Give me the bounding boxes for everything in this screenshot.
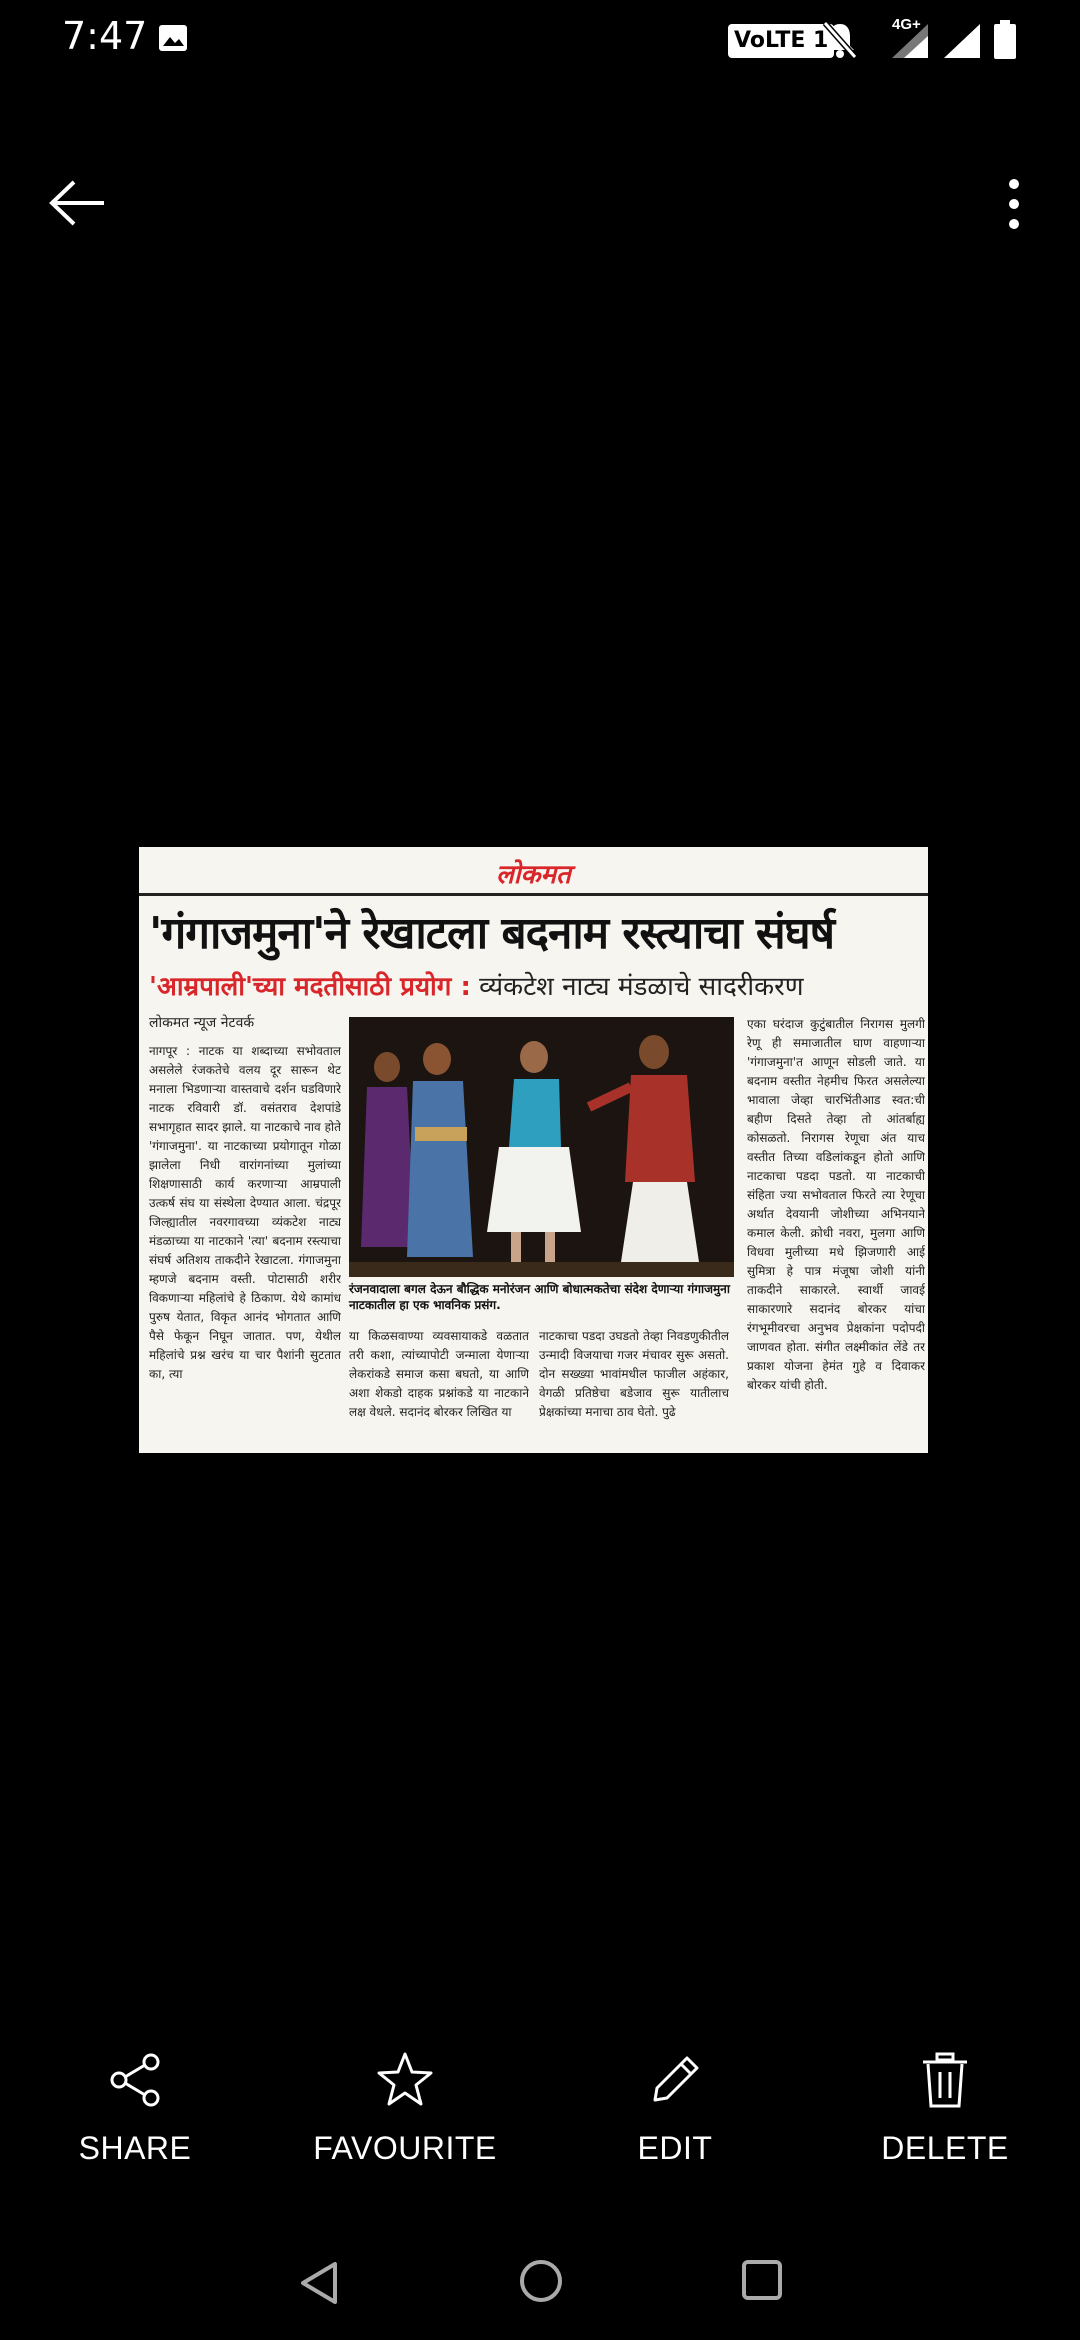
back-triangle-icon[interactable] xyxy=(295,2258,345,2308)
article-column: नागपूर : नाटक या शब्दाच्या सभोवताल असलेले रंजकतेचे वलय दूर सारून थेट मनाला भिडणाऱ्या वास्तवाचे दर्शन घडविणारे नाटक रविवारी डॉ. वसंतराव देशपांडे सभागृहात सादर झाले. या नाटकाचे नाव होते 'गंगाजमुना'. या नाटकाच्या प्रयोगातून गोळा झालेला निधी वारांगनांच्या मुलांच्या शिक्षणासाठी कार्य करणाऱ्या आम्रपाली उत्कर्ष संघ या संस्थेला देण्यात आला. चंद्रपूर जिल्ह्यातील नवरगावच्या व्यंकटेश नाट्य मंडळाच्या या नाटकाने 'त्या' बदनाम रस्त्याचा संघर्ष अतिशय ताकदीने रेखाटला. गंगाजमुना म्हणजे बदनाम वस्ती. पोटासाठी शरीर विकणाऱ्या महिलांचे हे ठिकाण. येथे कामांध पुरुष येतात, विकृत आनंद भोगतात आणि पैसे फेकून निघून जातात. पण, येथील महिलांचे प्रश्न खरंच या चार पैशांनी सुटतात का, त्या xyxy=(149,1044,341,1381)
gallery-icon xyxy=(158,24,188,52)
mute-icon xyxy=(822,20,858,60)
masthead-divider xyxy=(139,893,928,896)
back-arrow-icon[interactable] xyxy=(48,178,108,228)
photo-image[interactable] xyxy=(139,847,928,1453)
share-icon xyxy=(105,2050,165,2110)
article-column: या किळसवाण्या व्यवसायाकडे वळतात तरी कशा, त्यांच्यापोटी जन्माला येणाऱ्या लेकरांकडे समाज कसा बघतो, या आणि अशा शेकडो दाहक प्रश्नांकडे या नाटकाने लक्ष वेधले. सदानंद बोरकर लिखित या xyxy=(349,1329,529,1419)
status-time: 7:47 xyxy=(62,14,148,58)
signal-icon xyxy=(890,22,930,60)
battery-icon xyxy=(993,20,1017,60)
status-bar xyxy=(0,0,1080,80)
more-options-icon[interactable] xyxy=(1000,176,1028,232)
edit-label: EDIT xyxy=(637,2130,713,2166)
article-column: एका घरंदाज कुटुंबातील निरागस मुलगी रेणू ही समाजातील घाण वाहणाऱ्या 'गंगाजमुना'त आणून सोडली जाते. या बदनाम वस्तीत नेहमीच फिरत असलेल्या भावाला जेव्हा चारभिंतीआड स्वत:ची बहीण दिसते तेव्हा तो आंतर्बाह्य कोसळतो. निरागस रेणूचा अंत याच वस्तीत तिच्या वडिलांकडून होतो आणि नाटकाचा पडदा पडतो. या नाटकाची संहिता ज्या सभोवताल फिरते त्या रेणूचा अर्थात देवयानी जोशीच्या अभिनयाने कमाल केली. क्रोधी नवरा, मुलगा आणि विधवा मुलीच्या मधे झिजणारी आई सुमित्रा हे पात्र मंजूषा जोशी यांनी ताकदीने साकारले. स्वार्थी जावई साकारणारे सदानंद बोरकर यांचा रंगभूमीवरचा अनुभव प्रेक्षकांना पदोपदी जाणवत होता. संगीत लक्ष्मीकांत लेंडे तर प्रकाश योजना हेमंत गुहे व दिवाकर बोरकर यांची होती. xyxy=(747,1017,925,1392)
network-type: 4G+ xyxy=(892,16,921,33)
delete-label: DELETE xyxy=(881,2130,1009,2166)
home-circle-icon[interactable] xyxy=(516,2256,566,2306)
article-subhead xyxy=(149,967,928,1003)
favourite-button[interactable] xyxy=(285,2050,525,2167)
edit-button[interactable] xyxy=(555,2050,795,2167)
star-icon xyxy=(375,2050,435,2110)
trash-icon xyxy=(915,2050,975,2110)
stage-scene-photo xyxy=(349,1017,734,1277)
photo-caption: रंजनवादाला बगल देऊन बौद्धिक मनोरंजन आणि बोधात्मकतेचा संदेश देणाऱ्या गंगाजमुना नाटकातील हा एक भावनिक प्रसंग. xyxy=(349,1282,730,1312)
photo-actions-bar xyxy=(0,2050,1080,2190)
article-headline: 'गंगाजमुना'ने रेखाटला बदनाम रस्त्याचा संघर्ष xyxy=(149,908,835,959)
subhead-highlight: 'आम्रपाली'च्या मदतीसाठी प्रयोग : xyxy=(149,972,471,1002)
delete-button[interactable] xyxy=(825,2050,1065,2167)
signal-icon xyxy=(942,22,982,60)
volte-badge: VoLTE 1 xyxy=(728,24,834,58)
pencil-icon xyxy=(645,2050,705,2110)
article-byline: लोकमत न्यूज नेटवर्क xyxy=(149,1015,255,1031)
subhead-rest: व्यंकटेश नाट्य मंडळाचे सादरीकरण xyxy=(470,972,804,1002)
system-nav-bar xyxy=(0,2230,1080,2340)
share-button[interactable] xyxy=(15,2050,255,2167)
article-column: नाटकाचा पडदा उघडतो तेव्हा निवडणुकीतील उन्मादी विजयाचा गजर मंचावर सुरू असतो. दोन सख्ख्या भावांमधील फाजील अहंकार, वेगळी प्रतिष्ठेचा बडेजाव सुरू यातीलाच प्रेक्षकांच्या मनाचा ठाव घेतो. पुढे xyxy=(539,1329,729,1419)
favourite-label: FAVOURITE xyxy=(313,2130,497,2166)
share-label: SHARE xyxy=(78,2130,192,2166)
recents-square-icon[interactable] xyxy=(738,2256,786,2304)
newspaper-masthead: लोकमत xyxy=(496,860,571,890)
